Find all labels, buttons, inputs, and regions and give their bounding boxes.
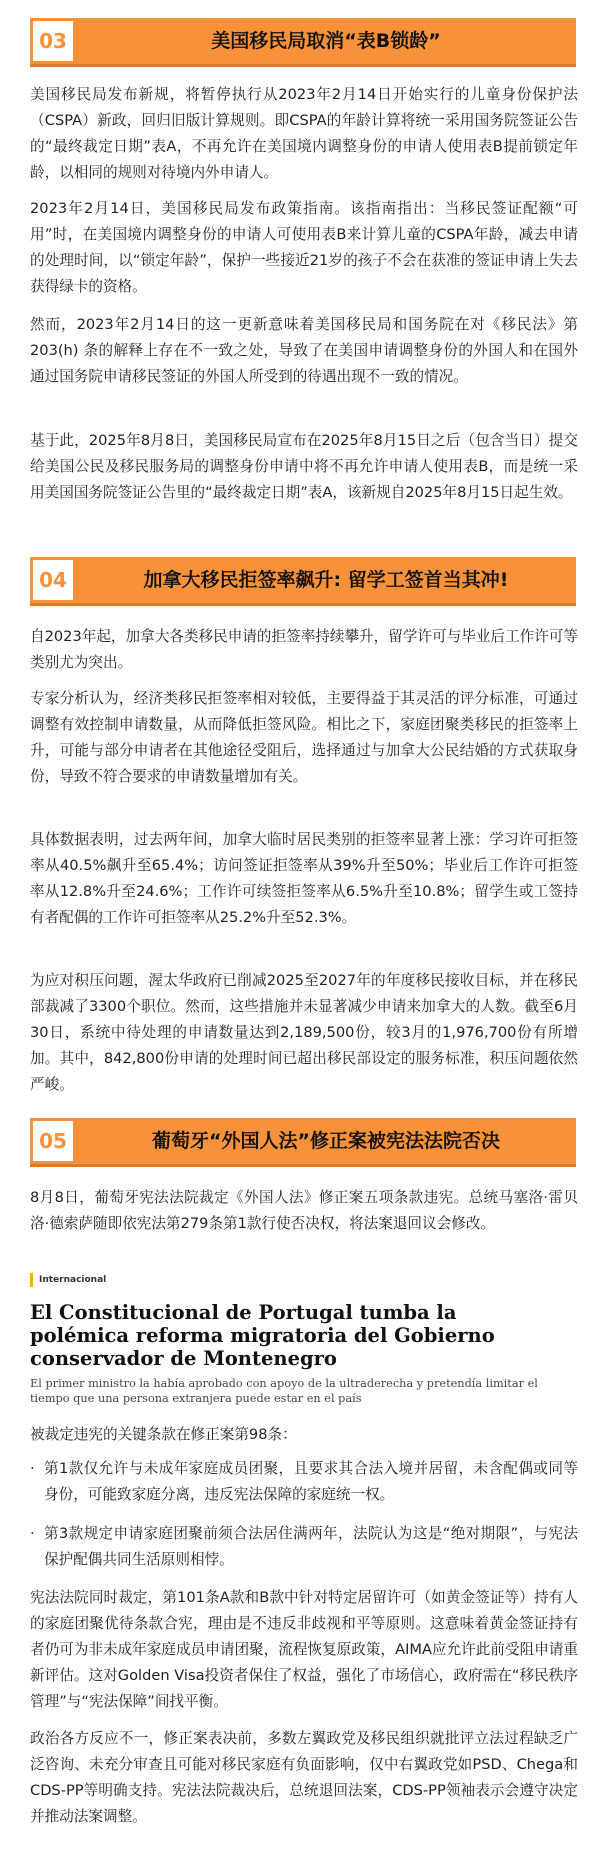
bullet-dot-icon: · [30, 1460, 35, 1477]
section-title: 加拿大移民拒签率飙升: 留学工签首当其冲! [143, 569, 509, 591]
paragraph: 宪法法院同时裁定，第101条A款和B款中针对特定居留许可（如黄金签证等）持有人的家庭团聚优待条款合宪，理由是不违反非歧视和平等原则。这意味着黄金签证持有者仍可为非未成年家庭成员申请团聚，流程恢复原政策，AIMA应允许此前受阻申请重新评估。这对Golden Visa投资者保住了权益，强化了市场信心，政府需在“移民秩序管理”与“宪法保障”间找平衡。 [30, 1589, 578, 1710]
section-05-header [30, 1118, 576, 1164]
bullet-item [30, 1456, 578, 1508]
bullet-dot-icon: · [30, 1525, 35, 1542]
section-number: 03 [30, 18, 76, 64]
paragraph: 然而，2023年2月14日的这一更新意味着美国移民局和国务院在对《移民法》第203(h) 条的解释上存在不一致之处，导致了在美国申请调整身份的外国人和在国外通过国务院申请移民签证的外国人所受到的待遇出现不一致的情况。 [30, 316, 578, 385]
paragraph: 美国移民局发布新规，将暂停执行从2023年2月14日开始实行的儿童身份保护法（CSPA）新政，回归旧版计算规则。即CSPA的年龄计算将统一采用国务院签证公告的“最终裁定日期”表A，不再允许在美国境内调整身份的申请人使用表B提前锁定年龄，以相同的规则对待境内外申请人。 [30, 86, 578, 181]
paragraph: 2023年2月14日，美国移民局发布政策指南。该指南指出：当移民签证配额“可用”时，在美国境内调整身份的申请人可使用表B来计算儿童的CSPA年龄，减去申请的处理时间，以“锁定年龄”，保护一些接近21岁的孩子不会在获准的签证申请上失去获得绿卡的资格。 [30, 200, 578, 295]
section-title: 葡萄牙“外国人法”修正案被宪法法院否决 [152, 1130, 500, 1152]
news-headline: El Constitucional de Portugal tumba la polémica reforma migratoria del Gobierno conservador de Montenegro [30, 1301, 495, 1370]
section-03-header [30, 18, 576, 64]
paragraph: 政治各方反应不一，修正案表决前，多数左翼政党及移民组织就批评立法过程缺乏广泛咨询、未充分审查且可能对移民家庭有负面影响，仅中右翼政党如PSD、Chega和CDS-PP等明确支持。宪法法院裁决后，总统退回法案，CDS-PP领袖表示会遵守决定并推动法案调整。 [30, 1730, 578, 1825]
news-clipping-image [30, 1273, 578, 1413]
bullet-text: 第1款仅允许与未成年家庭成员团聚，且要求其合法入境并居留，未含配偶或同等身份，可能致家庭分离，违反宪法保障的家庭统一权。 [44, 1460, 578, 1503]
bullet-item [30, 1521, 578, 1573]
bullet-text: 第3款规定申请家庭团聚前须合法居住满两年，法院认为这是“绝对期限”，与宪法保护配偶共同生活原则相悖。 [44, 1525, 578, 1568]
bullet-lead: 被裁定违宪的关键条款在修正案第98条： [30, 1426, 297, 1443]
paragraph: 自2023年起，加拿大各类移民申请的拒签率持续攀升，留学许可与毕业后工作许可等类别尤为突出。 [30, 628, 578, 671]
paragraph: 具体数据表明，过去两年间，加拿大临时居民类别的拒签率显著上涨：学习许可拒签率从40.5%飙升至65.4%；访问签证拒签率从39%升至50%；毕业后工作许可拒签率从12.8%升至24.6%；工作许可续签拒签率从6.5%升至10.8%；留学生或工签持有者配偶的工作许可拒签率从25.2%升至52.3%。 [30, 831, 578, 926]
news-subheadline: El primer ministro la había aprobado con apoyo de la ultraderecha y pretendía limitar el tiempo que una persona extranjera puede estar en el país [30, 1377, 538, 1405]
section-title: 美国移民局取消“表B锁龄” [211, 30, 441, 52]
paragraph: 基于此，2025年8月8日，美国移民局宣布在2025年8月15日之后（包含当日）提交给美国公民及移民服务局的调整身份申请中将不再允许申请人使用表B，而是统一采用美国国务院签证公告里的“最终裁定日期”表A，该新规自2025年8月15日起生效。 [30, 432, 578, 501]
section-04-header [30, 557, 576, 603]
section-number: 04 [30, 557, 76, 603]
paragraph: 8月8日，葡萄牙宪法法院裁定《外国人法》修正案五项条款违宪。总统马塞洛·雷贝洛·德索萨随即依宪法第279条第1款行使否决权，将法案退回议会修改。 [30, 1189, 578, 1232]
news-kicker: Internacional [30, 1273, 106, 1287]
paragraph: 为应对积压问题，渥太华政府已削减2025至2027年的年度移民接收目标，并在移民部裁减了3300个职位。然而，这些措施并未显著减少申请来加拿大的人数。截至6月30日，系统中待处理的申请数量达到2,189,500份，较3月的1,976,700份有所增加。其中，842,800份申请的处理时间已超出移民部设定的服务标准，积压问题依然严峻。 [30, 972, 578, 1093]
paragraph: 专家分析认为，经济类移民拒签率相对较低，主要得益于其灵活的评分标准，可通过调整有效控制申请数量，从而降低拒签风险。相比之下，家庭团聚类移民的拒签率上升，可能与部分申请者在其他途径受阻后，选择通过与加拿大公民结婚的方式获取身份，导致不符合要求的申请数量增加有关。 [30, 690, 578, 785]
section-number: 05 [30, 1118, 76, 1164]
